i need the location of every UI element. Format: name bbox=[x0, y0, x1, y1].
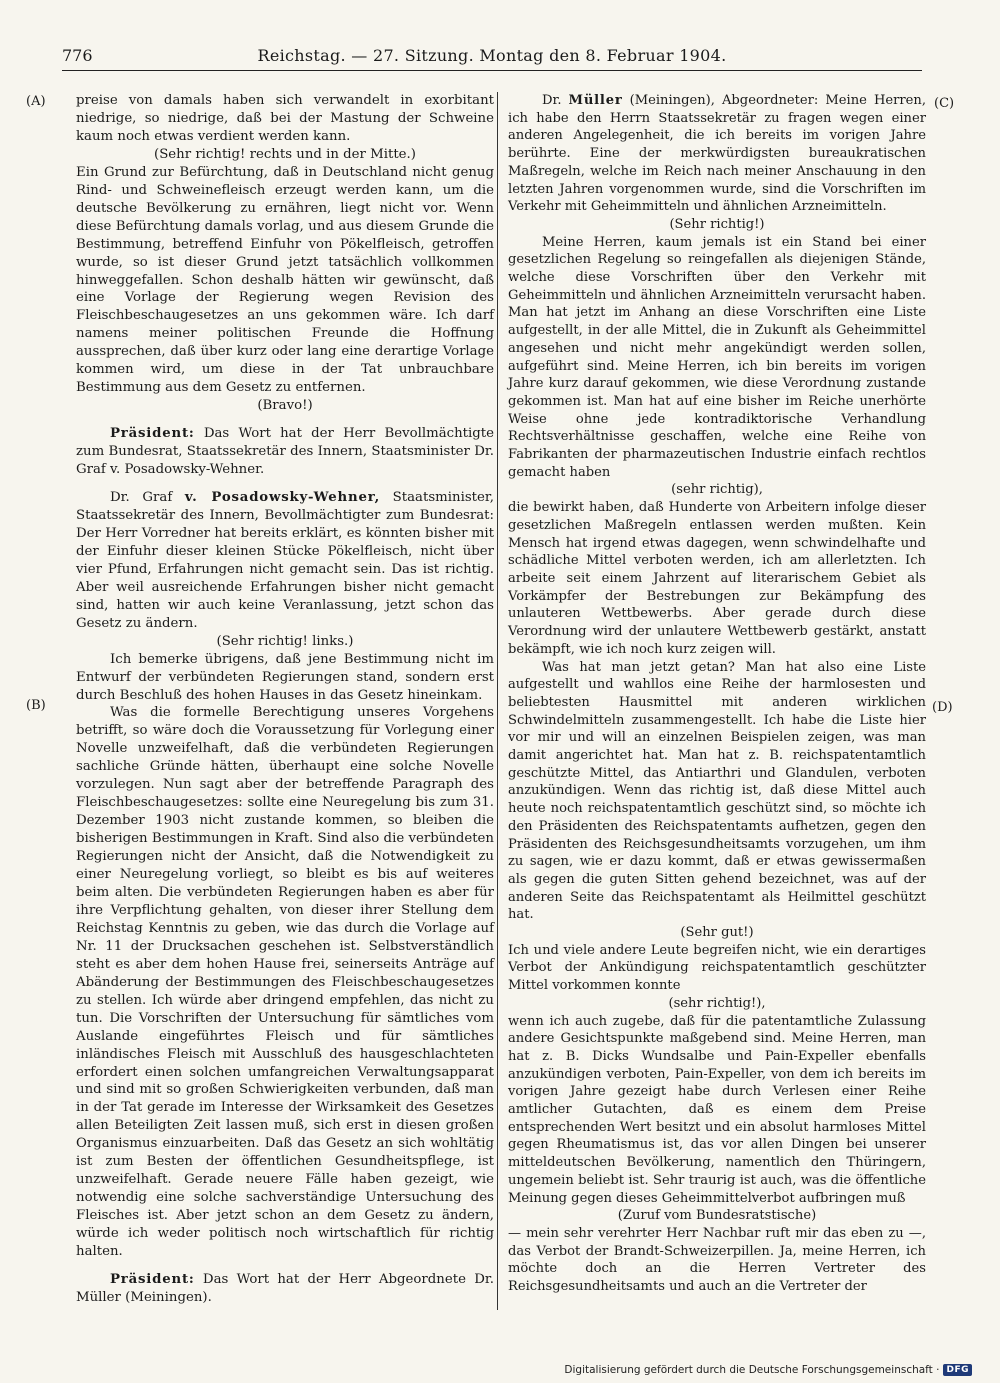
interjection: (sehr richtig!), bbox=[668, 995, 766, 1011]
page-header bbox=[62, 44, 922, 71]
interjection: (Bravo!) bbox=[257, 398, 313, 414]
interjection: (sehr richtig), bbox=[671, 482, 763, 498]
speaker-label: Präsident: bbox=[110, 1272, 195, 1287]
speaker-label: Präsident: bbox=[110, 426, 195, 442]
paragraph: Was die formelle Berechtigung unseres Vorgehens betrifft, so wäre doch die Voraussetzung für Vorlegung einer Novelle unzweifelhaft, daß die verbündeten Regierungen sachliche Gründe hätten, überhaupt eine solche Novelle vorzulegen. Nun sagt aber der betreffende Paragraph des Fleischbeschaugesetzes: sollte eine Neuregelung bis zum 31. Dezember 1903 nicht zustande kommen, so bleiben die bisherigen Bestimmungen in Kraft. Sind also die verbündeten Regierungen nicht der Ansicht, daß die Notwendigkeit zu einer Neuregelung vorliegt, so bleibt es bis auf weiteres beim alten. Die verbündeten Regierungen haben es aber für ihre Verpflichtung gehalten, von dieser ihrer Stellung dem Reichstag Kenntnis zu geben, wie das durch die Vorlage auf Nr. 11 der Drucksachen geschehen ist. Selbstverständlich steht es aber dem hohen Hause frei, seinerseits Anträge auf Abänderung der Bestimmungen des Fleischbeschaugesetzes zu stellen. Ich würde aber dringend empfehlen, das nicht zu tun. Die Vorschriften der Untersuchung für sämtliches vom Auslande eingeführtes Fleisch und für sämtliches inländisches Fleisch mit Ausschluß des hausgeschlachteten erfordert einen solchen umfangreichen Verwaltungsapparat und sind mit so großen Schwierigkeiten verbunden, daß man in der Tat gerade im Interesse der Wirksamkeit des Gesetzes allen Beteiligten Zeit lassen muß, sich erst in diesen großen Organismus einzuarbeiten. Daß das Gesetz an sich wohltätig ist zum Besten der öffentlichen Gesundheitspflege, ist unzweifelhaft. Gerade neuere Fälle haben gezeigt, wie notwendig eine solche sachverständige Untersuchung des Fleisches ist. Aber jetzt schon an dem Gesetz zu ändern, würde ich weder politisch noch wirtschaftlich für richtig halten. bbox=[76, 705, 494, 1260]
paragraph: die bewirkt haben, daß Hunderte von Arbeitern infolge dieser gesetzlichen Maßregeln entlassen werden mußten. Kein Mensch hat irgend etwas dagegen, wenn schwindelhafte und schädliche Mittel verboten werden, ich am allerletzten. Ich arbeite seit einem Jahrzent auf literarischem Gebiet als Vorkämpfer der Bestrebungen zur Bekämpfung des unlauteren Wettbewerbs. Aber gerade durch diese Verordnung wird der unlautere Wettbewerb gestärkt, anstatt bekämpft, wie ich noch kurz zeigen will. bbox=[508, 500, 926, 657]
right-column bbox=[508, 92, 926, 1296]
interjection: (Sehr richtig!) bbox=[669, 216, 765, 232]
paragraph: Meine Herren, kaum jemals ist ein Stand bei einer gesetzlichen Regelung so reingefallen als diejenigen Stände, welche diese Vorschriften über den Verkehr mit Geheimmitteln und ähnlichen Arzneimitteln verursacht haben. Man hat jetzt im Anhang an diese Vorschriften eine Liste aufgestellt, in der alle Mittel, die in Zukunft als Geheimmittel angesehen und nicht mehr angekündigt werden sollen, aufgeführt sind. Meine Herren, ich bin bereits im vorigen Jahre kurz darauf gekommen, wie diese Verordnung zustande gekommen ist. Man hat auf eine bisher im Reiche unerhörte Weise ohne jede kontradiktorische Verhandlung Rechtsverhältnisse geschaffen, welche eine Reihe von Fabrikanten der pharmazeutischen Industrie einfach rechtlos gemacht haben bbox=[508, 234, 926, 480]
dfg-logo: DFG bbox=[943, 1364, 972, 1376]
paragraph: Ich und viele andere Leute begreifen nicht, wie ein derartiges Verbot der Ankündigung reichspatentamtlich geschützter Mittel vorkommen konnte bbox=[508, 942, 926, 994]
interjection: (Sehr richtig! rechts und in der Mitte.) bbox=[154, 146, 416, 162]
column-divider bbox=[497, 92, 498, 1310]
digitization-credit bbox=[564, 1364, 972, 1376]
speaker-paragraph: Präsident: Das Wort hat der Herr Abgeordnete Dr. Müller (Meiningen). bbox=[76, 1272, 494, 1305]
interjection: (Sehr richtig! links.) bbox=[216, 633, 354, 649]
speaker-paragraph: Dr. Müller (Meiningen), Abgeordneter: Meine Herren, ich habe den Herrn Staatssekretär zu fragen wegen einer anderen Angelegenheit, die ich bereits im vorigen Jahre berührte. Eine der merkwürdigsten bureaukratischen Maßregeln, welche im Reich nach meiner Anschauung in den letzten Jahren vorgenommen wurde, sind die Vorschriften im Verkehr mit Geheimmitteln und ähnlichen Arzneimitteln. bbox=[508, 93, 926, 215]
paragraph: Was hat man jetzt getan? Man hat also eine Liste aufgestellt und wahllos eine Reihe der harmlosesten und beliebtesten Hausmittel mit anderen wirklichen Schwindelmitteln zusammengestellt. Ich habe die Liste hier vor mir und will an einzelnen Beispielen zeigen, was man damit angerichtet hat. Man hat z. B. reichspatentamtlich geschützte Mittel, das Antiarthri und Glandulen, verboten anzukündigen. Wenn das richtig ist, daß diese Mittel auch heute noch reichspatentamtlich geschützt sind, so möchte ich den Präsidenten des Reichspatentamts aufhetzen, gegen den Präsidenten des Reichsgesundheitsamts vorzugehen, um ihm zu sagen, wie er dazu kommt, daß er etwas gewissermaßen als gegen die guten Sitten gehend bezeichnet, was auf der anderen Seite das Reichspatentamt als Heilmittel geschützt hat. bbox=[508, 659, 926, 923]
speaker-name: v. Posadowsky-Wehner, bbox=[184, 490, 381, 506]
paragraph: preise von damals haben sich verwandelt in exorbitant niedrige, so niedrige, daß bei der Mastung der Schweine kaum noch etwas verdient werden kann. bbox=[76, 93, 494, 144]
interjection: (Sehr gut!) bbox=[680, 925, 754, 941]
running-title: Reichstag. — 27. Sitzung. Montag den 8. Februar 1904. bbox=[257, 46, 727, 65]
page-number: 776 bbox=[62, 46, 93, 65]
speaker-paragraph: Dr. Graf v. Posadowsky-Wehner, Staatsminister, Staatssekretär des Innern, Bevollmächtigter zum Bundesrat: Der Herr Vorredner hat bereits erklärt, es könnten bisher mit der Einfuhr dieser kleinen Stücke Pökelfleisch, nicht über vier Pfund, Erfahrungen nicht gemacht sein. Das ist richtig. Aber weil ausreichende Erfahrungen bisher nicht gemacht sind, hatten wir auch keine Veranlassung, jetzt schon das Gesetz zu ändern. bbox=[76, 490, 494, 631]
margin-marker-a: (A) bbox=[26, 94, 46, 109]
margin-marker-b: (B) bbox=[26, 698, 46, 713]
paragraph: wenn ich auch zugebe, daß für die patentamtliche Zulassung andere Gesichtspunkte maßgebend sind. Meine Herren, man hat z. B. Dicks Wundsalbe und Pain-Expeller ebenfalls anzukündigen verboten, Pain-Expeller, von dem ich bereits im vorigen Jahre gezeigt habe durch Verlesen einer Reihe amtlicher Gutachten, daß es einem dem Preise entsprechenden Wert besitzt und ein absolut harmloses Mittel gegen Rheumatismus ist, das vor allen Dingen bei unserer mitteldeutschen Bevölkerung, namentlich den Thüringern, ungemein beliebt ist. Sehr traurig ist auch, was die öffentliche Meinung gegen dieses Geheimmittelverbot aufbringen muß bbox=[508, 1013, 926, 1206]
paragraph: — mein sehr verehrter Herr Nachbar ruft mir das eben zu —, das Verbot der Brandt-Schweizerpillen. Ja, meine Herren, ich möchte doch an die Herren Vertreter des Reichsgesundheitsamts und auch an die Vertreter der bbox=[508, 1226, 926, 1295]
paragraph: Ein Grund zur Befürchtung, daß in Deutschland nicht genug Rind- und Schweinefleisch erzeugt werden kann, um die deutsche Bevölkerung zu ernähren, liegt nicht vor. Wenn diese Befürchtung damals vorlag, und aus diesem Grunde die Bestimmung, betreffend Einfuhr von Pökelfleisch, getroffen wurde, so ist dieser Grund jetzt tatsächlich vollkommen hinweggefallen. Schon deshalb hätten wir gewünscht, daß eine Vorlage der Regierung wegen Revision des Fleischbeschaugesetzes an uns gekommen wäre. Ich darf namens meiner politischen Freunde die Hoffnung aussprechen, daß über kurz oder lang eine derartige Vorlage kommen wird, um diese in der Tat unbrauchbare Bestimmung aus dem Gesetz zu entfernen. bbox=[76, 164, 494, 396]
credit-text: Digitalisierung gefördert durch die Deutsche Forschungsgemeinschaft · bbox=[564, 1364, 940, 1376]
margin-marker-d: (D) bbox=[932, 700, 953, 715]
speaker-name: Müller bbox=[568, 93, 623, 108]
margin-marker-c: (C) bbox=[934, 96, 955, 111]
paragraph: Ich bemerke übrigens, daß jene Bestimmung nicht im Entwurf der verbündeten Regierungen stand, sondern erst durch Beschluß des hohen Hauses in das Gesetz hineinkam. bbox=[76, 651, 494, 703]
interjection: (Zuruf vom Bundesratstische) bbox=[617, 1208, 817, 1224]
left-column bbox=[76, 92, 494, 1307]
speaker-paragraph: Präsident: Das Wort hat der Herr Bevollmächtigte zum Bundesrat, Staatssekretär des Innern, Staatsminister Dr. Graf v. Posadowsky-Wehner. bbox=[76, 426, 494, 478]
